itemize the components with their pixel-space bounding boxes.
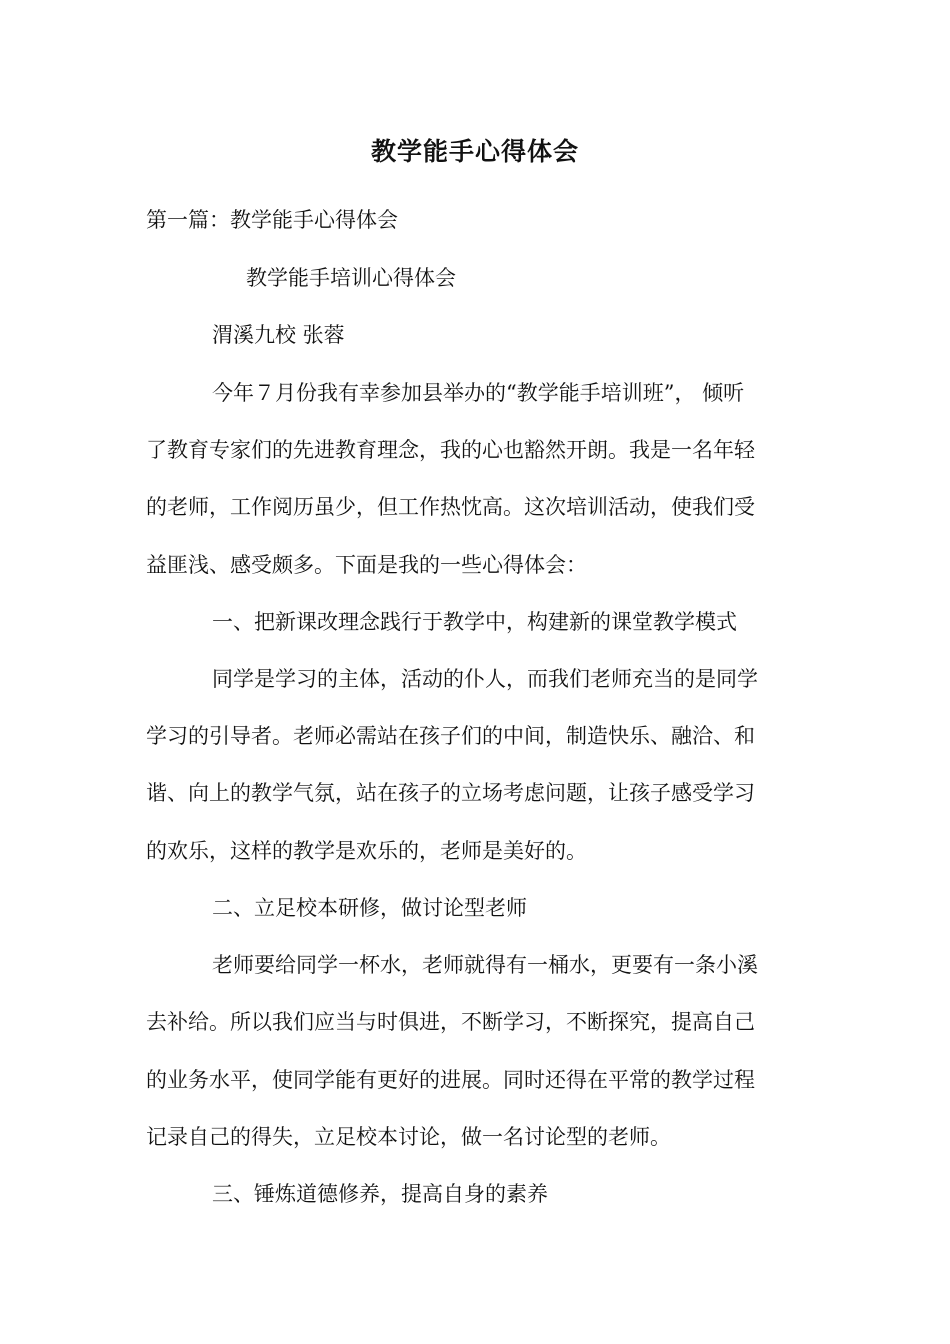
body-line: 谐、向上的教学气氛，站在孩子的立场考虑问题，让孩子感受学习 xyxy=(146,781,755,805)
subheading: 二、立足校本研修，做讨论型老师 xyxy=(212,896,527,920)
body-line: 今年７月份我有幸参加县举办的“教学能手培训班”， 倾听 xyxy=(212,381,745,405)
body-line: 学习的引导者。老师必需站在孩子们的中间，制造快乐、融洽、和 xyxy=(146,724,755,748)
body-line: 的老师，工作阅历虽少，但工作热忱高。这次培训活动，使我们受 xyxy=(146,495,755,519)
section-heading: 第一篇：教学能手心得体会 xyxy=(146,208,398,232)
body-line: 老师要给同学一杯水，老师就得有一桶水，更要有一条小溪 xyxy=(212,953,758,977)
body-line: 的业务水平，使同学能有更好的进展。同时还得在平常的教学过程 xyxy=(146,1068,755,1092)
body-line: 同学是学习的主体，活动的仆人，而我们老师充当的是同学 xyxy=(212,667,758,691)
subheading: 一、把新课改理念践行于教学中，构建新的课堂教学模式 xyxy=(212,610,737,634)
document-title: 教学能手心得体会 xyxy=(370,137,579,166)
body-line: 记录自己的得失，立足校本讨论，做一名讨论型的老师。 xyxy=(146,1125,671,1149)
body-line: 的欢乐，这样的教学是欢乐的，老师是美好的。 xyxy=(146,839,587,863)
body-line: 了教育专家们的先进教育理念，我的心也豁然开朗。我是一名年轻 xyxy=(146,438,755,462)
subheading: 三、锤炼道德修养，提高自身的素养 xyxy=(212,1182,548,1206)
body-line: 去补给。所以我们应当与时俱进，不断学习，不断探究，提高自己 xyxy=(146,1010,755,1034)
article-title: 教学能手培训心得体会 xyxy=(246,266,456,290)
author-line: 渭溪九校 张蓉 xyxy=(212,323,345,347)
body-line: 益匪浅、感受颇多。下面是我的一些心得体会： xyxy=(146,553,587,577)
